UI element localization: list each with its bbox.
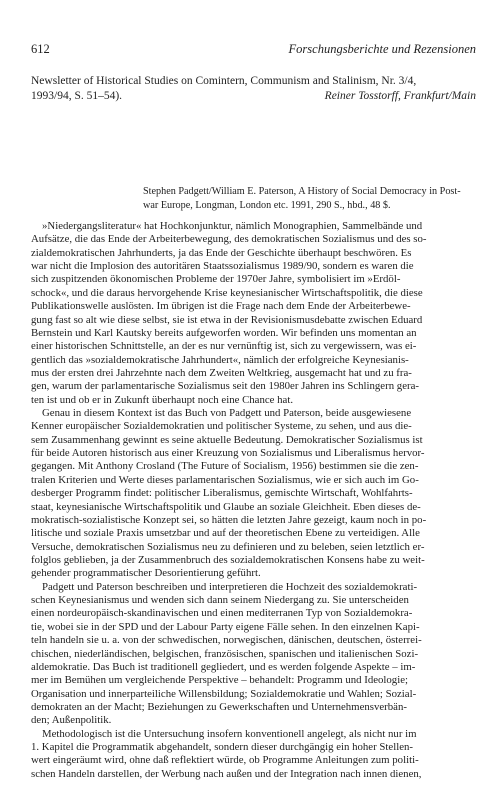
bib-line: war Europe, Longman, London etc. 1991, 290 S., hbd., 48 $. (143, 200, 391, 212)
text-line: mer im Bemühen um vergleichende Perspektive – behandelt: Programm und Ideologie; (31, 674, 408, 687)
text-line: war nicht die Implosion des autoritären Staatssozialismus 1989/90, sondern es waren die (31, 260, 414, 273)
text-line: gegangen. Mit Anthony Crosland (The Future of Socialism, 1956) bestimmen sie die zen- (31, 460, 419, 473)
text-line: schen Handeln darstellen, der Werbung nach außen und der Integration nach innen dienen, (31, 767, 422, 780)
paragraph-3 (31, 581, 476, 728)
text-line: aldemokratie. Das Buch ist traditionell gegliedert, und es werden folgende Aspekte – im- (31, 660, 416, 673)
text-line: Padgett und Paterson beschreiben und interpretieren die Hochzeit des sozialdemokrati- (42, 580, 418, 593)
page-number: 612 (31, 42, 50, 56)
text-line: mus der ersten drei Jahrzehnte nach dem Zweiten Weltkrieg, ausgemacht hat und zu fra- (31, 366, 412, 379)
text-line: gentlich das »sozialdemokratische Jahrhundert«, nämlich der erfolgreiche Keynesianis- (31, 353, 409, 366)
text-line: einer historischen Schnittstelle, an der es nur vernünftig ist, sich zu vergewissern, was ei- (31, 340, 417, 353)
text-line: gung fast so alt wie diese selbst, sie ist etwa in der Revisionismusdebatte zwischen Eduard (31, 313, 423, 326)
text-line: tralen Kriterien und Werte dieses parlamentarischen Sozialismus, wie er sich auch im Go- (31, 473, 419, 486)
text-line: Bernstein und Karl Kautsky bereits aufgeworfen worden. Wir befinden uns momentan an (31, 326, 417, 339)
running-head (31, 42, 476, 58)
text-line: den; Außenpolitik. (31, 714, 112, 727)
bib-line: Stephen Padgett/William E. Paterson, A History of Social Democracy in Post- (143, 186, 461, 197)
text-line: sem Zusammenhang gewinnt es seine aktuelle Bedeutung. Demokratischer Sozialismus ist (31, 433, 423, 446)
reviewer-signature: Reiner Tosstorff, Frankfurt/Main (324, 90, 476, 102)
text-line: gehender programmatischer Desorientierung geführt. (31, 567, 261, 580)
text-line: sich zuspitzenden ökonomischen Probleme der 1970er Jahre, symbolisiert im »Erdöl- (31, 273, 401, 286)
text-line: Genau in diesem Kontext ist das Buch von Padgett und Paterson, beide ausgewiesene (42, 407, 412, 420)
text-line: einen nordeuropäisch-skandinavischen und einen mediterranen Typ von Sozialdemokra- (31, 607, 413, 620)
text-line: 1. Kapitel die Programmatik abgehandelt, sondern dieser durchgängig ein hoher Stellen- (31, 741, 413, 754)
text-line: folglos geblieben, ja der Zusammenbruch des sozialdemokratischen Konsens habe zu weit- (31, 553, 425, 566)
text-line: Organisation und innerparteiliche Willensbildung; Sozialdemokratie und Wahlen; Sozial- (31, 687, 417, 700)
paragraph-4 (31, 728, 476, 781)
paragraph-1 (31, 220, 476, 407)
section-title: Forschungsberichte und Rezensionen (288, 42, 476, 56)
text-line: Versuche, demokratischen Sozialismus neu zu definieren und zu beleben, seien letztlich er- (31, 540, 425, 553)
previous-review-end (31, 74, 476, 104)
continuation-line: 1993/94, S. 51–54). (31, 90, 123, 102)
text-line: Methodologisch ist die Untersuchung insofern konventionell angelegt, als nicht nur im (42, 727, 417, 740)
text-line: zialdemokratischen Jahrhunderts, ja das Ende der Geschichte überhaupt beschwören. Es (31, 246, 412, 259)
text-line: desberger Programm findet: politischer Liberalismus, gemischte Wirtschaft, Wohlfahrts- (31, 487, 413, 500)
paragraph-2 (31, 407, 476, 581)
text-line: Aufsätze, die das Ende der Arbeiterbewegung, des demokratischen Sozialismus und des so- (31, 233, 427, 246)
text-line: litische und soziale Praxis umsetzbar und auf der theoretischen Ebene zu verteidigen. Alle (31, 527, 420, 540)
text-line: für beide Autoren historisch aus einer Kreuzung von Sozialismus und Liberalismus hervor- (31, 447, 425, 460)
text-line: chischen, niederländischen, belgischen, französischen, spanischen und italienischen Sozi- (31, 647, 419, 660)
text-line: mokratisch-sozialistische Konzept sei, so hätten die letzten Jahre gezeigt, kaum noch in po- (31, 513, 427, 526)
text-line: schock«, und die daraus hervorgehende Krise keynesianischer Wirtschaftspolitik, die diese (31, 286, 423, 299)
text-line: »Niedergangsliteratur« hat Hochkonjunktur, nämlich Monographien, Sammelbände und (42, 220, 423, 232)
text-line: Kenner europäischer Sozialdemokratien und politischer Systeme, zu sehen, und aus die- (31, 420, 412, 433)
continuation-line: Newsletter of Historical Studies on Comintern, Communism and Stalinism, Nr. 3/4, (31, 75, 417, 87)
text-line: tie, wobei sie in der SPD und der Labour Party eigene Fälle sehen. In den einzelnen Kapi- (31, 620, 420, 633)
review-body (31, 220, 476, 781)
text-line: wert eingeräumt wird, ohne daß reflektiert würde, ob Programme Anleitungen zum politi- (31, 754, 419, 767)
text-line: ten ist und ob er in Zukunft überhaupt noch eine Chance hat. (31, 393, 294, 406)
text-line: staat, keynesianische Wirtschaftspolitik und Glaube an soziale Gleichheit. Eben dieses de- (31, 500, 421, 513)
text-line: schen Keynesianismus und wenden sich dann seinem Niedergang zu. Sie unterscheiden (31, 594, 409, 607)
text-line: demokraten an der Macht; Beziehungen zu Gewerkschaften und Unternehmensverbän- (31, 700, 407, 713)
text-line: teln handeln sie u. a. von der schwedischen, norwegischen, dänischen, deutschen, österrei- (31, 634, 422, 647)
review-bibliographic-entry (143, 185, 478, 214)
text-line: gen, warum der parlamentarische Sozialismus seit den 1980er Jahren ins Schlingern gera- (31, 380, 419, 393)
text-line: Publikationswelle auslösten. Im übrigen ist die Frage nach dem Ende der Arbeiterbewe- (31, 300, 411, 313)
